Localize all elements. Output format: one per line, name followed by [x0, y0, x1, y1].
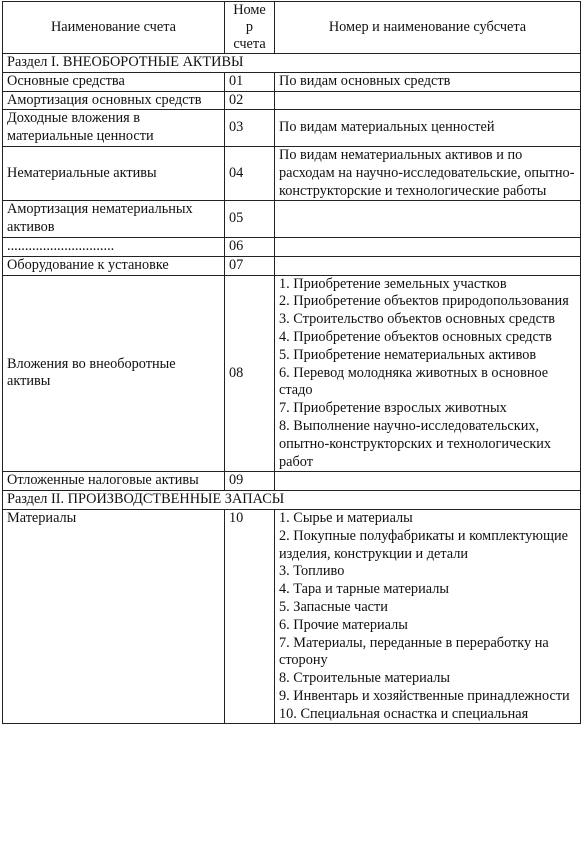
- account-name: Вложения во внеоборотные активы: [3, 275, 225, 472]
- subaccount-item: 2. Покупные полуфабрикаты и комплектующие изделия, конструкции и детали: [279, 527, 568, 562]
- section-title: Раздел II. ПРОИЗВОДСТВЕННЫЕ ЗАПАСЫ: [3, 491, 581, 510]
- account-number: 01: [225, 72, 275, 91]
- subaccount-item: По видам основных средств: [279, 72, 451, 89]
- account-name: Отложенные налоговые активы: [3, 472, 225, 491]
- subaccount-item: По видам материальных ценностей: [279, 119, 495, 136]
- subaccount-cell: [275, 201, 581, 238]
- account-name: Амортизация нематериальных активов: [3, 201, 225, 238]
- account-number: 03: [225, 110, 275, 147]
- subaccount-item: 1. Сырье и материалы: [279, 509, 413, 526]
- table-row: [3, 237, 581, 256]
- account-number: 08: [225, 275, 275, 472]
- subaccount-item: 9. Инвентарь и хозяйственные принадлежности: [279, 687, 570, 704]
- table-row: [3, 201, 581, 238]
- section-row: [3, 491, 581, 510]
- account-name: Амортизация основных средств: [3, 91, 225, 110]
- chart-of-accounts-table: [2, 1, 581, 724]
- subaccount-item: 4. Приобретение объектов основных средств: [279, 328, 552, 345]
- table-body: [3, 2, 581, 724]
- table-row: [3, 72, 581, 91]
- subaccount-item: 6. Перевод молодняка животных в основное стадо: [279, 364, 549, 399]
- account-number: 07: [225, 256, 275, 275]
- section-row: [3, 54, 581, 73]
- account-name: Доходные вложения в материальные ценности: [3, 110, 225, 147]
- table-row: [3, 110, 581, 147]
- account-number: 05: [225, 201, 275, 238]
- table-row: [3, 91, 581, 110]
- subaccount-cell: [275, 110, 581, 147]
- account-name: Оборудование к установке: [3, 256, 225, 275]
- subaccount-item: 7. Материалы, переданные в переработку на сторону: [279, 634, 549, 669]
- subaccount-cell: [275, 472, 581, 491]
- subaccount-item: 7. Приобретение взрослых животных: [279, 400, 507, 417]
- section-title: Раздел I. ВНЕОБОРОТНЫЕ АКТИВЫ: [3, 54, 581, 73]
- subaccount-item: 1. Приобретение земельных участков: [279, 275, 507, 292]
- subaccount-cell: [275, 275, 581, 472]
- subaccount-item: 6. Прочие материалы: [279, 616, 408, 633]
- account-number: 06: [225, 237, 275, 256]
- subaccount-item: 5. Запасные части: [279, 598, 388, 615]
- subaccount-cell: [275, 237, 581, 256]
- subaccount-item: 2. Приобретение объектов природопользования: [279, 293, 569, 310]
- account-number: 02: [225, 91, 275, 110]
- subaccount-item: 4. Тара и тарные материалы: [279, 581, 449, 598]
- account-name: Основные средства: [3, 72, 225, 91]
- subaccount-cell: [275, 256, 581, 275]
- subaccount-item: 8. Выполнение научно-исследовательских, опытно-конструкторских и технологических работ: [279, 417, 552, 470]
- subaccount-item: 8. Строительные материалы: [279, 670, 450, 687]
- subaccount-item: 10. Специальная оснастка и специальная: [279, 705, 529, 722]
- table-row: [3, 472, 581, 491]
- account-name: ..............................: [3, 237, 225, 256]
- account-number: 09: [225, 472, 275, 491]
- subaccount-item: 5. Приобретение нематериальных активов: [279, 346, 537, 363]
- table-row: [3, 146, 581, 200]
- table-row: [3, 509, 581, 724]
- subaccount-cell: [275, 72, 581, 91]
- subaccount-cell: [275, 91, 581, 110]
- subaccount-cell: [275, 509, 581, 724]
- account-name: Нематериальные активы: [3, 146, 225, 200]
- subaccount-item: 3. Строительство объектов основных средств: [279, 311, 555, 328]
- account-name: Материалы: [3, 509, 225, 724]
- header-account-name: Наименование счета: [3, 2, 225, 54]
- subaccount-cell: [275, 146, 581, 200]
- subaccount-item: По видам нематериальных активов и по расходам на научно-исследовательские, опытно-конструкторские и технологические работы: [279, 146, 575, 199]
- subaccount-item: 3. Топливо: [279, 563, 345, 580]
- header-account-number: Номе р счета: [225, 2, 275, 54]
- table-row: [3, 256, 581, 275]
- account-number: 04: [225, 146, 275, 200]
- table-header-row: [3, 2, 581, 54]
- header-subaccount: Номер и наименование субсчета: [275, 2, 581, 54]
- table-row: [3, 275, 581, 472]
- account-number: 10: [225, 509, 275, 724]
